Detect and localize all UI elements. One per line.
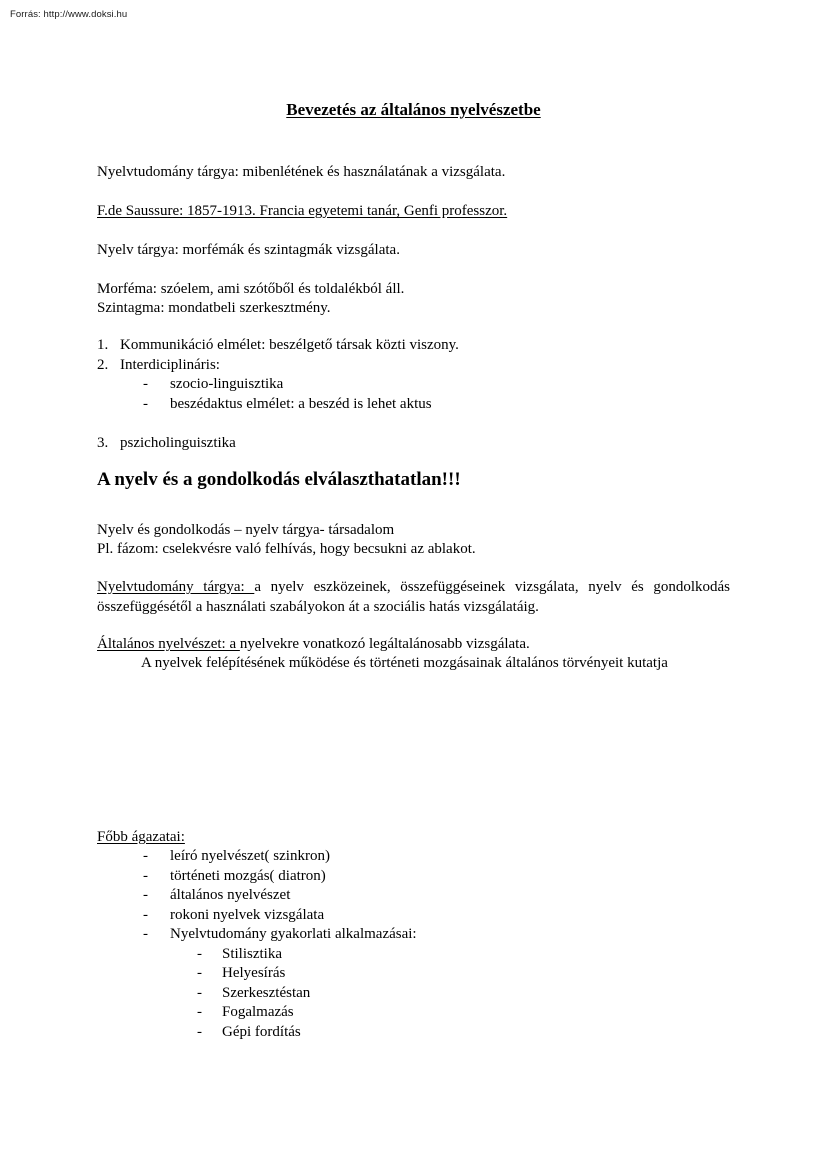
- list-item-label: pszicholinguisztika: [120, 434, 236, 451]
- paragraph-morfema: Morféma: szóelem, ami szótőből és toldalékból áll.: [97, 281, 405, 297]
- paragraph-saussure: [97, 202, 730, 222]
- list-item-label: Interdiciplináris:: [120, 356, 220, 373]
- list-item-label: Kommunikáció elmélet: beszélgető társak közti viszony.: [120, 337, 459, 353]
- sub-list-item: [97, 395, 730, 415]
- sub-list-item: [97, 945, 730, 965]
- dash-marker: -: [143, 848, 148, 864]
- sub-list-item: [97, 1023, 730, 1043]
- dash-marker: -: [197, 965, 202, 981]
- dash-marker: -: [143, 906, 148, 923]
- sections-heading: [97, 828, 730, 848]
- sub-list-item: [97, 1003, 730, 1023]
- sub-list-item: [97, 375, 730, 395]
- list-item: [97, 886, 730, 906]
- source-url-header: Forrás: http://www.doksi.hu: [10, 9, 128, 20]
- dash-marker: -: [197, 1023, 202, 1040]
- dash-marker: -: [143, 887, 148, 903]
- sub-list-item-label: beszédaktus elmélet: a beszéd is lehet aktus: [170, 395, 432, 412]
- list-item: [97, 906, 730, 926]
- list-item: [97, 356, 730, 376]
- definition-body: a nyelv eszközeinek, összefüggéseinek vizsgálata, nyelv és gondolkodás összefüggésétől a használati szabályokon át a szociális hatás vizsgálatáig.: [97, 579, 730, 615]
- sections-list: [97, 847, 730, 1042]
- list-item-label: általános nyelvészet: [170, 887, 291, 903]
- list-item-label: rokoni nyelvek vizsgálata: [170, 906, 325, 923]
- list-item-label: Nyelvtudomány gyakorlati alkalmazásai:: [170, 926, 417, 942]
- definition-lead-in: Nyelvtudomány tárgya:: [97, 579, 255, 595]
- dash-marker: -: [143, 867, 148, 884]
- paragraph-altalanos-continued: A nyelvek felépítésének működése és történeti mozgásainak általános törvényeit kutatja: [141, 655, 668, 671]
- section-heading-emphasis: A nyelv és a gondolkodás elválaszthatatlan!!!: [97, 469, 461, 490]
- paragraph-pl-fazom: Pl. fázom: cselekvésre való felhívás, hogy becsukni az ablakot.: [97, 541, 476, 557]
- paragraph-szintagma: Szintagma: mondatbeli szerkesztmény.: [97, 300, 331, 316]
- list-marker: 2.: [97, 356, 109, 373]
- list-item-label: történeti mozgás( diatron): [170, 867, 326, 884]
- sections-heading-text: Főbb ágazatai:: [97, 829, 185, 845]
- sub-list-item-label: Gépi fordítás: [222, 1023, 301, 1040]
- paragraph-nyelvtudomany-definition: [97, 578, 730, 617]
- saussure-text: F.de Saussure: 1857-1913. Francia egyetemi tanár, Genfi professzor.: [97, 203, 508, 219]
- paragraph-altalanos-nyelveszet: [97, 635, 730, 655]
- page-title-text: Bevezetés az általános nyelvészetbe: [286, 100, 541, 119]
- numbered-list: [97, 336, 730, 453]
- dash-marker: -: [197, 984, 202, 1001]
- dash-marker: -: [197, 945, 202, 962]
- list-marker: 1.: [97, 337, 109, 353]
- sub-list-item-label: Stilisztika: [222, 945, 282, 962]
- list-item: [97, 336, 730, 356]
- sub-list-item: [97, 984, 730, 1004]
- dash-marker: -: [197, 1004, 202, 1020]
- list-marker: 3.: [97, 434, 109, 451]
- sub-list-item-label: Helyesírás: [222, 965, 286, 981]
- list-item: [97, 434, 730, 454]
- general-body: nyelvekre vonatkozó legáltalánosabb vizsgálata.: [239, 636, 530, 652]
- dash-marker: -: [143, 926, 148, 942]
- sub-list-item-label: Fogalmazás: [222, 1004, 294, 1020]
- list-item: [97, 867, 730, 887]
- page-title: [97, 100, 730, 120]
- sub-list-item-label: szocio-linguisztika: [170, 376, 284, 392]
- general-lead-in: Általános nyelvészet: a: [97, 636, 240, 652]
- paragraph-nyelv-gondolkodas: Nyelv és gondolkodás – nyelv tárgya- társadalom: [97, 522, 395, 538]
- list-item: [97, 847, 730, 867]
- paragraph-nyelv-targya: Nyelv tárgya: morfémák és szintagmák vizsgálata.: [97, 242, 400, 258]
- dash-marker: -: [143, 376, 148, 392]
- list-item-label: leíró nyelvészet( szinkron): [170, 848, 330, 864]
- paragraph-nyelvtudomany-targya: Nyelvtudomány tárgya: mibenlétének és használatának a vizsgálata.: [97, 164, 506, 180]
- list-item: [97, 925, 730, 945]
- list-spacer: [97, 414, 730, 434]
- sub-list-item: [97, 964, 730, 984]
- dash-marker: -: [143, 395, 148, 412]
- sub-list-item-label: Szerkesztéstan: [222, 984, 311, 1001]
